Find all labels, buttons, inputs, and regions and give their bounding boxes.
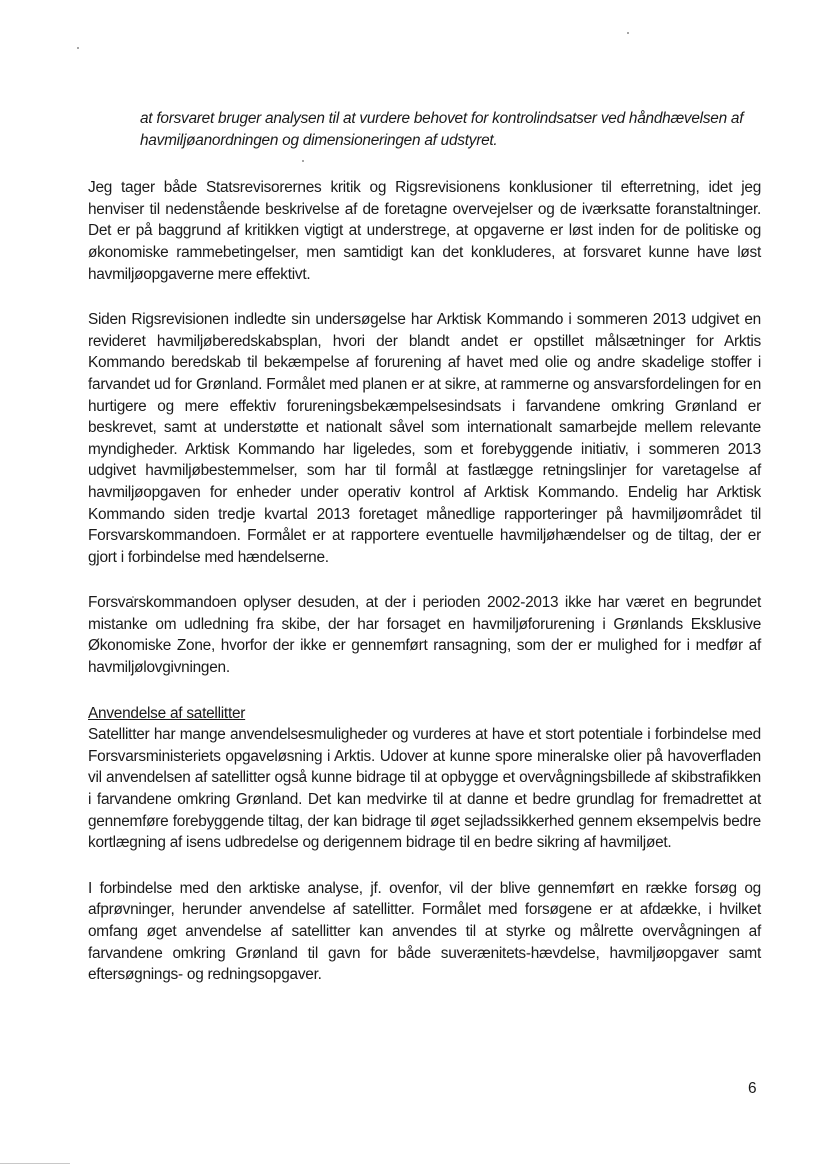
scan-edge-rule xyxy=(0,1163,70,1164)
paragraph-satellites: Satellitter har mange anvendelsesmuligheder og vurderes at have et stort potentiale i forbindelse med Forsvarsministeriets opgaveløsning i Arktis. Udover at kunne spore mineralske olier på havoverfladen vil anvendelsen af satellitter også kunne bidrage til at opbygge et overvågningsbillede af skibstrafikken i farvandene omkring Grønland. Det kan medvirke til at danne et bedre grundlag for fremadrettet at gennemføre forebyggende tiltag, der kan bidrage til øget sejladssikkerhed gennem eksempelvis bedre kortlægning af isens udbredelse og derigennem bidrage til en bedre sikring af havmiljøet. xyxy=(88,726,761,852)
paragraph-response: Jeg tager både Statsrevisorernes kritik og Rigsrevisionens konklusioner til efterretning, idet jeg henviser til nedenstående beskrivelse af de foretagne overvejelser og de iværksatte foranstaltninger. Det er på baggrund af kritikken vigtigt at understrege, at opgaverne er løst inden for de politiske og økonomiske rammebetingelser, men samtidigt kan det konkluderes, at forsvaret kunne have løst havmiljøopgaverne mere effektivt. xyxy=(88,179,761,283)
section-heading-satellites: Anvendelse af satellitter xyxy=(88,704,246,722)
quoted-conclusion: at forsvaret bruger analysen til at vurdere behovet for kontrolindsatser ved håndhævelsen af havmiljøanordningen og dimensioneringen af udstyret. xyxy=(140,110,744,149)
paragraph-arctic-analysis: I forbindelse med den arktiske analyse, jf. ovenfor, vil der blive gennemført en række forsøg og afprøvninger, herunder anvendelse af satellitter. Formålet med forsøgene er at afdække, i hvilket omfang øget anvendelse af satellitter kan anvendes til at styrke og målrette overvågningen af farvandene omkring Grønland til gavn for både suverænitets-hævdelse, havmiljøopgaver samt eftersøgnings- og redningsopgaver. xyxy=(88,879,761,984)
document-body xyxy=(88,108,761,1010)
scan-speck xyxy=(77,47,79,49)
paragraph-defence-command: Forsvarskommandoen oplyser desuden, at der i perioden 2002-2013 ikke har været en begrundet mistanke om udledning fra skibe, der har forsaget en havmiljøforurening i Grønlands Eksklusive Økonomiske Zone, hvorfor der ikke er gennemført ransagning, som der er mulighed for i medfør af havmiljølovgivningen. xyxy=(88,594,761,677)
page-number: 6 xyxy=(748,1080,757,1097)
paragraph-arctic-command: Siden Rigsrevisionen indledte sin undersøgelse har Arktisk Kommando i sommeren 2013 udgivet en revideret havmiljøberedskabsplan, hvori der blandt andet er opstillet målsætninger for Arktis Kommando beredskab til bekæmpelse af forurening af havet med olie og andre skadelige stoffer i farvandet ud for Grønland. Formålet med planen er at sikre, at rammerne og ansvarsfordelingen for en hurtigere og mere effektiv forureningsbekæmpelsesindsats i farvandene omkring Grønland er beskrevet, samt at understøtte et nationalt såvel som internationalt samarbejde mellem relevante myndigheder. Arktisk Kommando har ligeledes, som et forebyggende initiativ, i sommeren 2013 udgivet havmiljøbestemmelser, som har til formål at fastlægge retningslinjer for varetagelse af havmiljøopgaven for enheder under operativ kontrol af Arktisk Kommando. Endelig har Arktisk Kommando siden tredje kvartal 2013 foretaget månedlige rapporteringer på havmiljøområdet til Forsvarskommandoen. Formålet er at rapportere eventuelle havmiljøhændelser og de tiltag, der er gjort i forbindelse med hændelserne. xyxy=(88,311,761,566)
scan-speck xyxy=(627,32,629,34)
